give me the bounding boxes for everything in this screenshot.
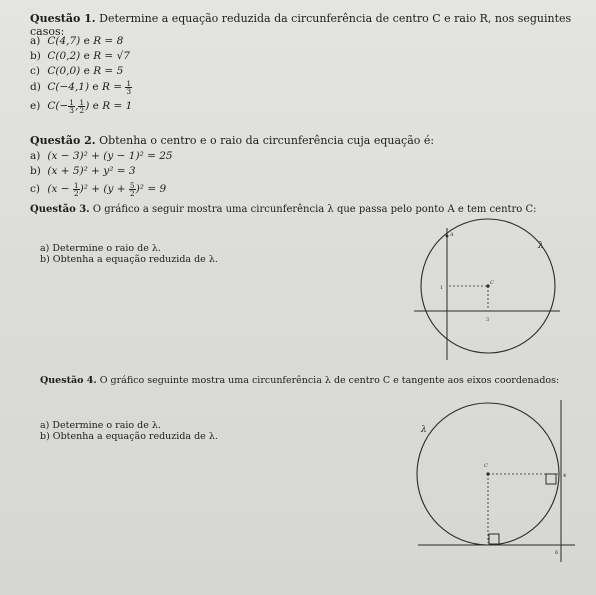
question-4-title: Questão 4. — [40, 375, 97, 386]
q3-point-c-label: C — [490, 280, 494, 286]
q3-lambda-label: λ — [538, 241, 544, 251]
question-4-sub-b: b) Obtenha a equação reduzida de λ. — [40, 431, 218, 442]
question-4-graph — [417, 400, 575, 562]
q3-y-tick: 1 — [440, 285, 444, 291]
question-3-sub-b: b) Obtenha a equação reduzida de λ. — [40, 254, 218, 265]
question-1-item-a: a) C(4,7) e R = 8 — [30, 35, 124, 47]
question-1-item-d: d) C(−4,1) e R = $\frac{1}{3}$ — [30, 78, 132, 96]
question-1-item-e: e) C(− $\frac{1}{3}$ , $\frac{1}{2}$ ) e R = 1 — [30, 97, 133, 115]
q4-right-angle-marker-right — [546, 474, 556, 484]
question-4-text: O gráfico seguinte mostra uma circunferência λ de centro C e tangente aos eixos coordenados: — [99, 375, 560, 386]
question-4-sub-a: a) Determine o raio de λ. — [40, 420, 161, 431]
question-2-title: Questão 2. — [30, 134, 96, 147]
fraction: $\frac{1}{3}$ — [126, 78, 132, 96]
q4-y-tick: 4 — [563, 473, 567, 479]
fraction: $\frac{1}{2}$ — [73, 180, 79, 198]
question-2-item-c: c) (x − $\frac{1}{2}$ )² + (y + $\frac{5}{2}$ )² = 9 — [30, 180, 167, 198]
question-2-text: Obtenha o centro e o raio da circunferência cuja equação é: — [99, 134, 435, 147]
q4-right-angle-marker-bottom — [489, 534, 499, 544]
q3-point-a-label: A — [450, 232, 454, 238]
fraction: $\frac{1}{3}$ — [69, 97, 75, 115]
question-1-item-c: c) C(0,0) e R = 5 — [30, 65, 124, 77]
question-3-text: O gráfico a seguir mostra uma circunferência λ que passa pelo ponto A e tem centro C: — [92, 204, 537, 215]
q4-point-c-label: C — [484, 463, 488, 469]
question-1-item-b: b) C(0,2) e R = √7 — [30, 50, 130, 62]
question-2-item-b: b) (x + 5)² + y² = 3 — [30, 165, 136, 177]
question-3-title: Questão 3. — [30, 204, 90, 215]
q4-center-point — [486, 472, 489, 475]
question-2-item-a: a) (x − 3)² + (y − 1)² = 25 — [30, 150, 173, 162]
fraction: $\frac{1}{2}$ — [79, 97, 85, 115]
question-1-title: Questão 1. — [30, 12, 96, 25]
question-3-sub-a: a) Determine o raio de λ. — [40, 243, 161, 254]
q3-point-a — [446, 235, 449, 238]
q4-x-tick: 6 — [555, 550, 559, 556]
fraction: $\frac{5}{2}$ — [129, 180, 135, 198]
question-1-text: Determine a equação reduzida da circunferência de centro C e raio R, nos seguintes casos: — [30, 12, 572, 38]
q4-lambda-label: λ — [421, 425, 427, 435]
q3-x-tick: 3 — [486, 317, 490, 323]
